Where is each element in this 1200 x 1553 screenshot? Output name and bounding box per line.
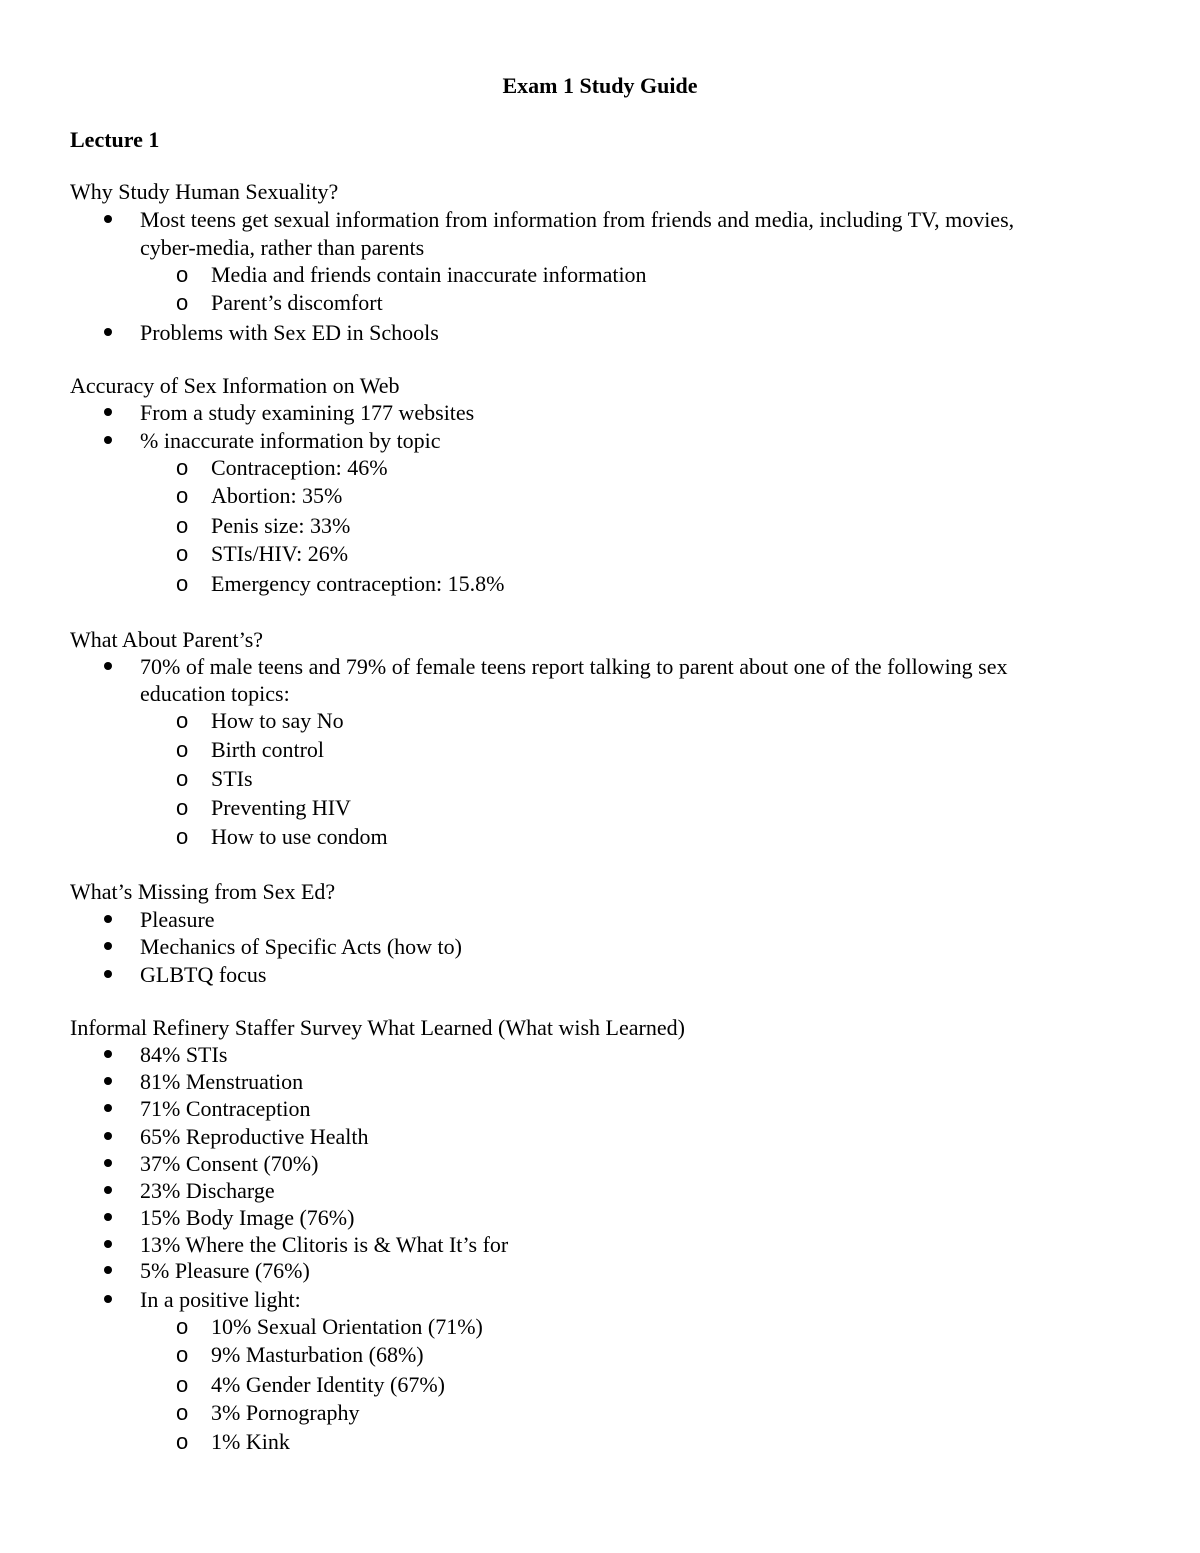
section-heading-survey: Informal Refinery Staffer Survey What Learned (What wish Learned): [70, 1015, 685, 1040]
sub-list-item: How to use condom: [211, 824, 388, 849]
bullet-marker: [104, 328, 112, 336]
bullet-marker: [104, 1186, 112, 1194]
sub-bullet-marker: o: [176, 262, 189, 287]
bullet-marker: [104, 408, 112, 416]
bullet-marker: [104, 1240, 112, 1248]
sub-bullet-marker: o: [176, 708, 189, 733]
sub-list-item: STIs: [211, 766, 253, 791]
section-heading-why: Why Study Human Sexuality?: [70, 179, 339, 204]
sub-list-item: 4% Gender Identity (67%): [211, 1372, 445, 1397]
list-item: Mechanics of Specific Acts (how to): [140, 934, 462, 959]
sub-bullet-marker: o: [176, 455, 189, 480]
list-item: In a positive light:: [140, 1287, 301, 1312]
sub-list-item: Media and friends contain inaccurate information: [211, 262, 647, 287]
sub-bullet-marker: o: [176, 513, 189, 538]
sub-list-item: Abortion: 35%: [211, 483, 343, 508]
sub-bullet-marker: o: [176, 1429, 189, 1454]
list-item: % inaccurate information by topic: [140, 428, 441, 453]
sub-bullet-marker: o: [176, 766, 189, 791]
section-heading-missing: What’s Missing from Sex Ed?: [70, 879, 336, 904]
list-item: Most teens get sexual information from information from friends and media, including TV, movies,: [140, 207, 1015, 232]
list-item: 13% Where the Clitoris is & What It’s for: [140, 1232, 509, 1257]
sub-bullet-marker: o: [176, 541, 189, 566]
section-heading-parents: What About Parent’s?: [70, 627, 264, 652]
sub-list-item: 10% Sexual Orientation (71%): [211, 1314, 483, 1339]
list-item: 81% Menstruation: [140, 1069, 304, 1094]
list-item: 70% of male teens and 79% of female teens report talking to parent about one of the following sex: [140, 654, 1008, 679]
list-item: Pleasure: [140, 907, 215, 932]
sub-bullet-marker: o: [176, 571, 189, 596]
list-item: From a study examining 177 websites: [140, 400, 475, 425]
bullet-marker: [104, 1295, 112, 1303]
bullet-marker: [104, 1077, 112, 1085]
sub-list-item: Contraception: 46%: [211, 455, 388, 480]
sub-bullet-marker: o: [176, 1400, 189, 1425]
list-item: GLBTQ focus: [140, 962, 267, 987]
bullet-marker: [104, 662, 112, 670]
sub-list-item: Preventing HIV: [211, 795, 351, 820]
bullet-marker: [104, 436, 112, 444]
sub-list-item: Penis size: 33%: [211, 513, 351, 538]
sub-bullet-marker: o: [176, 737, 189, 762]
bullet-marker: [104, 915, 112, 923]
list-item: 84% STIs: [140, 1042, 228, 1067]
bullet-marker: [104, 1132, 112, 1140]
sub-bullet-marker: o: [176, 290, 189, 315]
list-item: 15% Body Image (76%): [140, 1205, 355, 1230]
list-item: 5% Pleasure (76%): [140, 1258, 310, 1283]
bullet-marker: [104, 215, 112, 223]
sub-bullet-marker: o: [176, 795, 189, 820]
sub-bullet-marker: o: [176, 1342, 189, 1367]
sub-bullet-marker: o: [176, 824, 189, 849]
bullet-marker: [104, 1266, 112, 1274]
sub-bullet-marker: o: [176, 1314, 189, 1339]
bullet-marker: [104, 1104, 112, 1112]
sub-list-item: Emergency contraception: 15.8%: [211, 571, 505, 596]
sub-list-item: 3% Pornography: [211, 1400, 360, 1425]
page-title: Exam 1 Study Guide: [502, 73, 698, 98]
section-heading-accuracy: Accuracy of Sex Information on Web: [70, 373, 400, 398]
list-item: 71% Contraception: [140, 1096, 311, 1121]
sub-bullet-marker: o: [176, 1372, 189, 1397]
sub-list-item: 1% Kink: [211, 1429, 290, 1454]
bullet-marker: [104, 970, 112, 978]
sub-list-item: Parent’s discomfort: [211, 290, 383, 315]
sub-list-item: 9% Masturbation (68%): [211, 1342, 424, 1367]
list-item: Problems with Sex ED in Schools: [140, 320, 439, 345]
bullet-marker: [104, 1159, 112, 1167]
sub-list-item: STIs/HIV: 26%: [211, 541, 349, 566]
bullet-marker: [104, 1213, 112, 1221]
list-item-continuation: cyber-media, rather than parents: [140, 235, 425, 260]
sub-list-item: How to say No: [211, 708, 344, 733]
list-item: 37% Consent (70%): [140, 1151, 319, 1176]
list-item: 65% Reproductive Health: [140, 1124, 369, 1149]
sub-list-item: Birth control: [211, 737, 325, 762]
bullet-marker: [104, 1050, 112, 1058]
list-item: 23% Discharge: [140, 1178, 275, 1203]
sub-bullet-marker: o: [176, 483, 189, 508]
list-item-continuation: education topics:: [140, 681, 290, 706]
lecture-heading: Lecture 1: [70, 127, 160, 152]
bullet-marker: [104, 942, 112, 950]
